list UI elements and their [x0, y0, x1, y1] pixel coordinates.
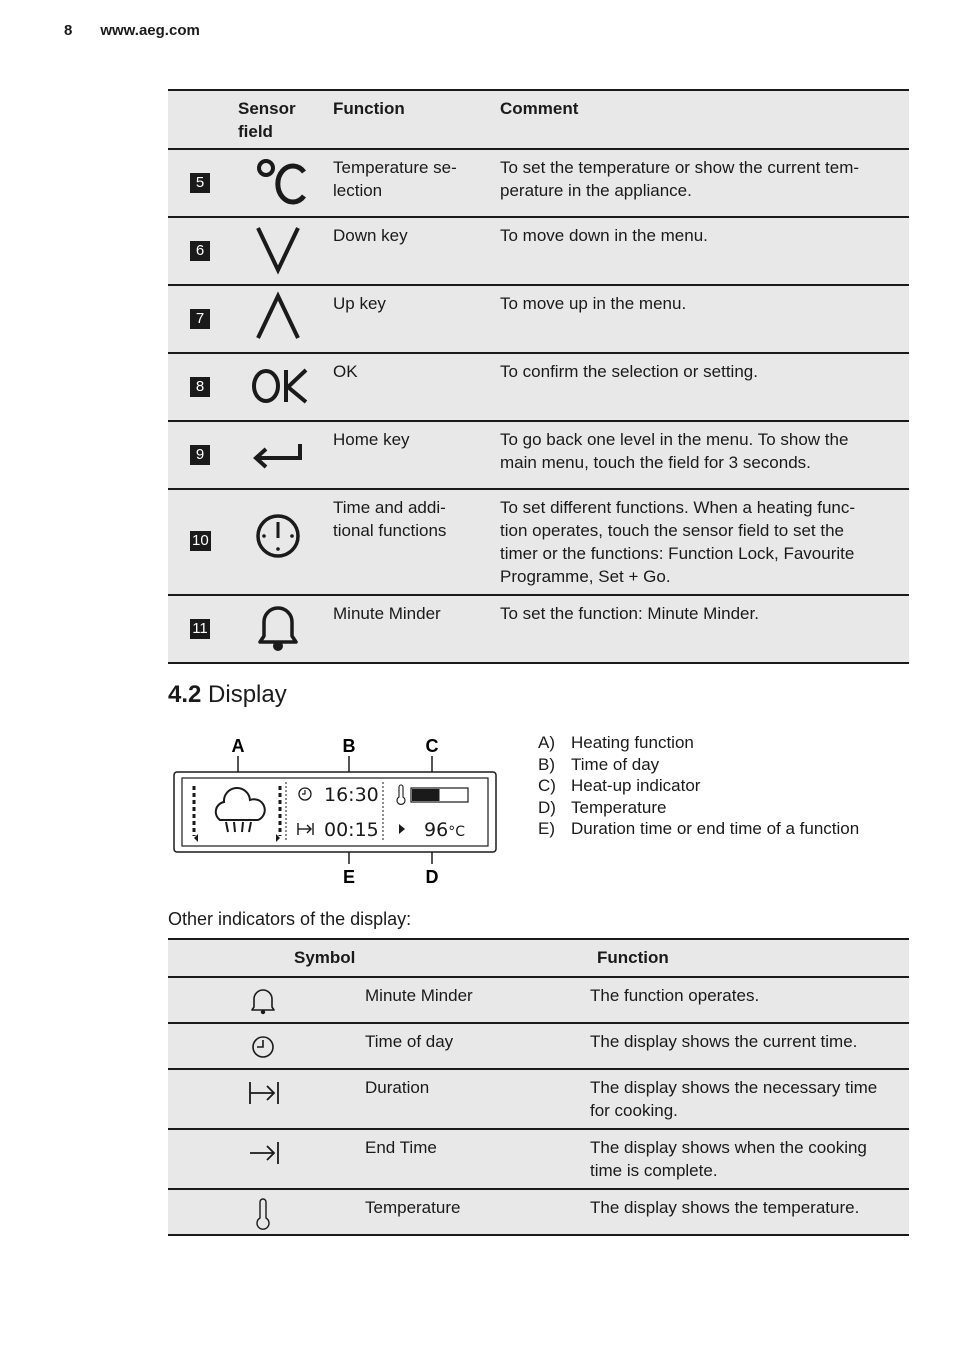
down-key-icon [244, 220, 314, 278]
clock-icon [244, 508, 314, 568]
col-header-sensor-field: Sensor field [238, 90, 333, 149]
ok-icon [244, 356, 314, 414]
bell-icon [248, 986, 278, 1016]
indicator-name: End Time [365, 1129, 590, 1189]
col-header-function: Function [333, 90, 500, 149]
display-legend [538, 732, 859, 840]
row-number: 6 [190, 241, 210, 261]
callout-c: C [425, 736, 439, 756]
row-function: Down key [333, 217, 500, 285]
callout-b: B [342, 736, 356, 756]
row-number: 8 [190, 377, 210, 397]
thermometer-icon [248, 1198, 278, 1230]
table-row [168, 1189, 909, 1235]
section-heading: 4.2 Display [168, 681, 287, 708]
row-number: 5 [190, 173, 210, 193]
table-row [168, 1129, 909, 1189]
row-function: Home key [333, 421, 500, 489]
header-url[interactable]: www.aeg.com [100, 22, 200, 39]
table-row [168, 285, 909, 353]
table-row [168, 421, 909, 489]
indicator-name: Minute Minder [365, 977, 590, 1023]
home-key-icon [244, 424, 314, 482]
clock-icon [248, 1032, 278, 1062]
row-function: Time and addi- tional functions [333, 489, 500, 595]
callout-a: A [231, 736, 245, 756]
duration-value: 00:15 [324, 819, 379, 841]
callout-e: E [342, 867, 356, 887]
display-diagram [168, 730, 508, 890]
indicator-function: The display shows the current time. [590, 1023, 909, 1069]
col-header-function: Function [590, 939, 909, 977]
row-number: 11 [190, 619, 210, 639]
temperature-celsius-icon [244, 152, 314, 210]
indicator-function: The display shows when the cooking time is complete. [590, 1129, 909, 1189]
legend-item: A) Heating function [538, 733, 694, 752]
temperature-value: 96°C [424, 819, 465, 841]
col-header-symbol: Symbol [168, 939, 365, 977]
indicator-name: Duration [365, 1069, 590, 1129]
row-comment: To move down in the menu. [500, 217, 909, 285]
bell-icon [244, 598, 314, 656]
row-comment: To set different functions. When a heating func- tion operates, touch the sensor field to set the timer or the functions: Function Lock, Favourite Programme, Set + Go. [500, 489, 909, 595]
row-comment: To set the temperature or show the current tem- perature in the appliance. [500, 149, 909, 217]
row-function: Temperature se- lection [333, 149, 500, 217]
row-comment: To go back one level in the menu. To show the main menu, touch the field for 3 seconds. [500, 421, 909, 489]
table-row [168, 595, 909, 663]
table-row [168, 353, 909, 421]
other-indicators-caption: Other indicators of the display: [168, 909, 412, 929]
row-number: 7 [190, 309, 210, 329]
page-header [64, 22, 200, 39]
sensor-field-table [168, 89, 909, 664]
indicator-table [168, 938, 909, 1236]
row-number: 10 [192, 532, 209, 549]
table-row [168, 489, 909, 595]
row-comment: To confirm the selection or setting. [500, 353, 909, 421]
row-comment: To move up in the menu. [500, 285, 909, 353]
callout-d: D [425, 867, 439, 887]
time-of-day-value: 16:30 [324, 784, 379, 806]
page-number: 8 [64, 22, 73, 39]
table-row [168, 1023, 909, 1069]
indicator-name: Temperature [365, 1189, 590, 1235]
col-header-comment: Comment [500, 90, 909, 149]
row-function: Up key [333, 285, 500, 353]
table-row [168, 977, 909, 1023]
legend-item: E) Duration time or end time of a function [538, 819, 860, 838]
table-row [168, 149, 909, 217]
legend-item: C) Heat-up indicator [538, 776, 701, 795]
row-number: 9 [190, 445, 210, 465]
duration-icon [248, 1078, 282, 1108]
indicator-name: Time of day [365, 1023, 590, 1069]
legend-item: D) Temperature [538, 797, 667, 817]
legend-item: B) Time of day [538, 754, 660, 774]
indicator-function: The function operates. [590, 977, 909, 1023]
table-row [168, 217, 909, 285]
indicator-function: The display shows the temperature. [590, 1189, 909, 1235]
row-comment: To set the function: Minute Minder. [500, 595, 909, 663]
indicator-function: The display shows the necessary time for cooking. [590, 1069, 909, 1129]
up-key-icon [244, 288, 314, 346]
table-row [168, 1069, 909, 1129]
row-function: Minute Minder [333, 595, 500, 663]
end-time-icon [248, 1138, 282, 1168]
row-function: OK [333, 353, 500, 421]
heat-up-indicator-fill [412, 789, 440, 801]
